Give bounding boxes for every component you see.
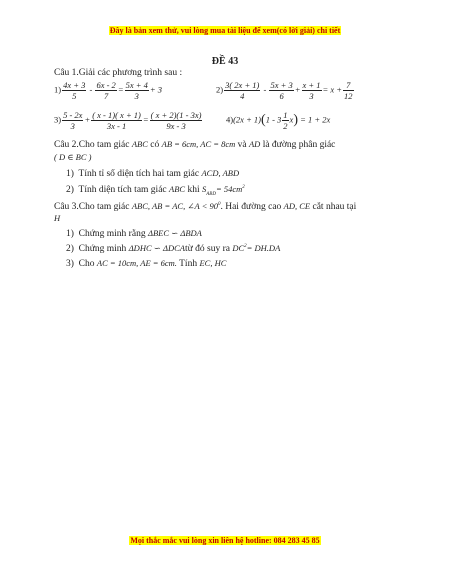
fraction: $\frac{( x - 1)( x + 1)}{3x - 1}$ <box>92 110 141 131</box>
q2-item-1: 1) Tính tỉ số diện tích hai tam giác ACD, ABD <box>66 168 240 179</box>
eq-part: 1 - 3 <box>265 114 282 125</box>
eq-label: 3) <box>54 114 62 125</box>
paren: ( <box>261 112 266 128</box>
q2-line2: ( D ∈ BC ) <box>54 152 92 162</box>
operator: = <box>142 114 149 125</box>
equation-3 <box>54 110 203 131</box>
fraction: $\frac{( x + 2)(1 - 3x)}{9x - 3}$ <box>150 110 202 131</box>
q3-item-3: 3) Cho AC = 10cm, AE = 6cm. Tính EC, HC <box>66 258 227 269</box>
eq-label: 1) <box>54 84 62 95</box>
eq-label: 2) <box>216 84 224 95</box>
operator: + <box>294 84 301 95</box>
operator: - <box>89 84 93 95</box>
fraction: $\frac{5x + 3}{6}$ <box>270 80 293 101</box>
eq-tail: + 3 <box>149 84 162 95</box>
q2-line1: Câu 2.Cho tam giác ABC có AB = 6cm, AC = 8cm và AD là đường phân giác <box>54 139 336 150</box>
page-title: ĐỀ 43 <box>211 56 239 67</box>
q2-item-2: 2) Tính diện tích tam giác ABC khi $S_{ABD}= 54cm^2$ <box>66 184 245 197</box>
eq-part: x <box>289 114 294 125</box>
operator: = x + <box>322 84 343 95</box>
eq-part: (2x + 1) <box>233 114 262 125</box>
header-banner: Đây là bản xem thử, vui lòng mua tài liệu để xem(có lời giải) chi tiết <box>109 26 341 35</box>
q3-item-2: 2) Chứng minh ΔDHC ∽ ΔDCAtừ đó suy ra $DC^2= DH.DA$ <box>66 243 281 254</box>
q3-item-1: 1) Chứng minh rằng ΔBEC ∽ ΔBDA <box>66 228 202 239</box>
fraction: $\frac{3( 2x + 1)}{4}$ <box>225 80 260 101</box>
fraction: $\frac{5 - 2x}{3}$ <box>63 110 83 131</box>
q1-heading: Câu 1.Giải các phương trình sau : <box>54 68 183 78</box>
fraction: $\frac{1}{2}$ <box>283 110 288 131</box>
equation-1 <box>54 80 162 101</box>
fraction: $\frac{5x + 4}{3}$ <box>125 80 148 101</box>
eq-label: 4) <box>226 114 234 125</box>
equation-4 <box>226 110 330 131</box>
eq-part: = 1 + 2x <box>300 114 331 125</box>
fraction: $\frac{7}{12}$ <box>344 80 353 101</box>
fraction: $\frac{x + 1}{3}$ <box>302 80 321 101</box>
operator: + <box>84 114 91 125</box>
equation-2 <box>216 80 355 101</box>
operator: = <box>117 84 124 95</box>
fraction: $\frac{4x + 3}{5}$ <box>63 80 86 101</box>
footer-banner: Mọi thắc mắc vui lòng xin liên hệ hotline: 084 283 45 85 <box>130 536 320 545</box>
q3-line2: H <box>54 213 61 223</box>
operator: - <box>263 84 267 95</box>
q3-line1: Câu 3.Cho tam giác ABC, AB = AC, ∠A < $90^0$. Hai đường cao AD, CE cắt nhau tại <box>54 201 357 212</box>
paren: ) <box>293 112 298 128</box>
fraction: $\frac{6x - 2}{7}$ <box>96 80 116 101</box>
